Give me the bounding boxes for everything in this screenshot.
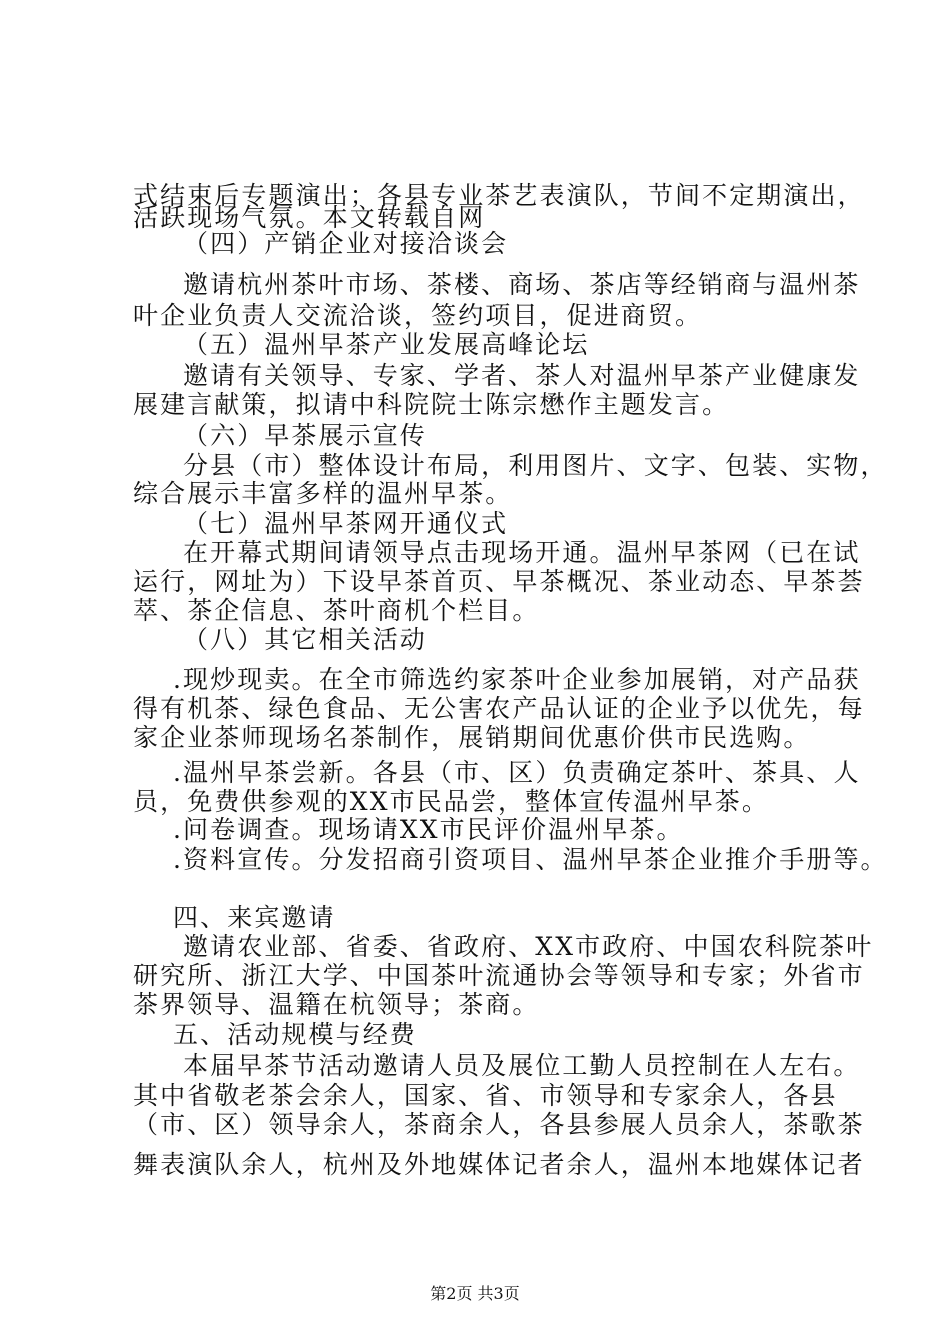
line-8: 展建言献策，拟请中科院院士陈宗懋作主题发言。 [133,390,730,419]
line-2: 活跃现场气氛。本文转载自网 [133,203,486,232]
line-4: 邀请杭州茶叶市场、茶楼、商场、茶店等经销商与温州茶 [183,270,861,299]
line-14: 运行，网址为）下设早茶首页、早茶概况、茶业动态、早茶荟 [133,567,865,596]
line-5: 叶企业负责人交流洽谈，签约项目，促进商贸。 [133,301,703,330]
line-1: 式结束后专题演出；各县专业茶艺表演队，节间不定期演出， [133,181,865,210]
heading-4: （四）产销企业对接洽谈会 [183,229,509,258]
line-21: 员，免费供参观的XX市民品尝，整体宣传温州早茶。 [133,787,769,816]
line-19: 家企业茶师现场名茶制作，展销期间优惠价供市民选购。 [133,723,811,752]
page-footer: 第2页 共3页 [430,1284,520,1303]
heading-section-4: 四、来宾邀请 [173,903,336,932]
heading-7: （七）温州早茶网开通仪式 [183,509,509,538]
line-23: .资料宣传。分发招商引资项目、温州早茶企业推介手册等。 [173,845,888,874]
line-15: 萃、茶企信息、茶叶商机个栏目。 [133,596,540,625]
line-31: （市、区）领导余人，茶商余人，各县参展人员余人，茶歌茶 [133,1110,865,1139]
line-20: .温州早茶尝新。各县（市、区）负责确定茶叶、茶具、人 [173,758,861,787]
line-10: 分县（市）整体设计布局，利用图片、文字、包装、实物， [183,451,888,480]
heading-6: （六）早茶展示宣传 [183,421,427,450]
line-30: 其中省敬老茶会余人，国家、省、市领导和专家余人，各县 [133,1081,838,1110]
line-22: .问卷调查。现场请XX市民评价温州早茶。 [173,815,684,844]
heading-section-5: 五、活动规模与经费 [173,1020,417,1049]
line-18: 得有机茶、绿色食品、无公害农产品认证的企业予以优先，每 [133,694,865,723]
line-7: 邀请有关领导、专家、学者、茶人对温州早茶产业健康发 [183,361,861,390]
line-13: 在开幕式期间请领导点击现场开通。温州早茶网（已在试 [183,538,861,567]
heading-8: （八）其它相关活动 [183,625,427,654]
line-32: 舞表演队余人，杭州及外地媒体记者余人，温州本地媒体记者 [133,1150,865,1179]
line-29: 本届早茶节活动邀请人员及展位工勤人员控制在人左右。 [183,1051,861,1080]
line-25: 邀请农业部、省委、省政府、XX市政府、中国农科院茶叶 [183,932,874,961]
line-11: 综合展示丰富多样的温州早茶。 [133,479,513,508]
line-17: .现炒现卖。在全市筛选约家茶叶企业参加展销，对产品获 [173,665,861,694]
line-27: 茶界领导、温籍在杭领导；茶商。 [133,990,540,1019]
heading-5: （五）温州早茶产业发展高峰论坛 [183,330,590,359]
line-26: 研究所、浙江大学、中国茶叶流通协会等领导和专家；外省市 [133,961,865,990]
